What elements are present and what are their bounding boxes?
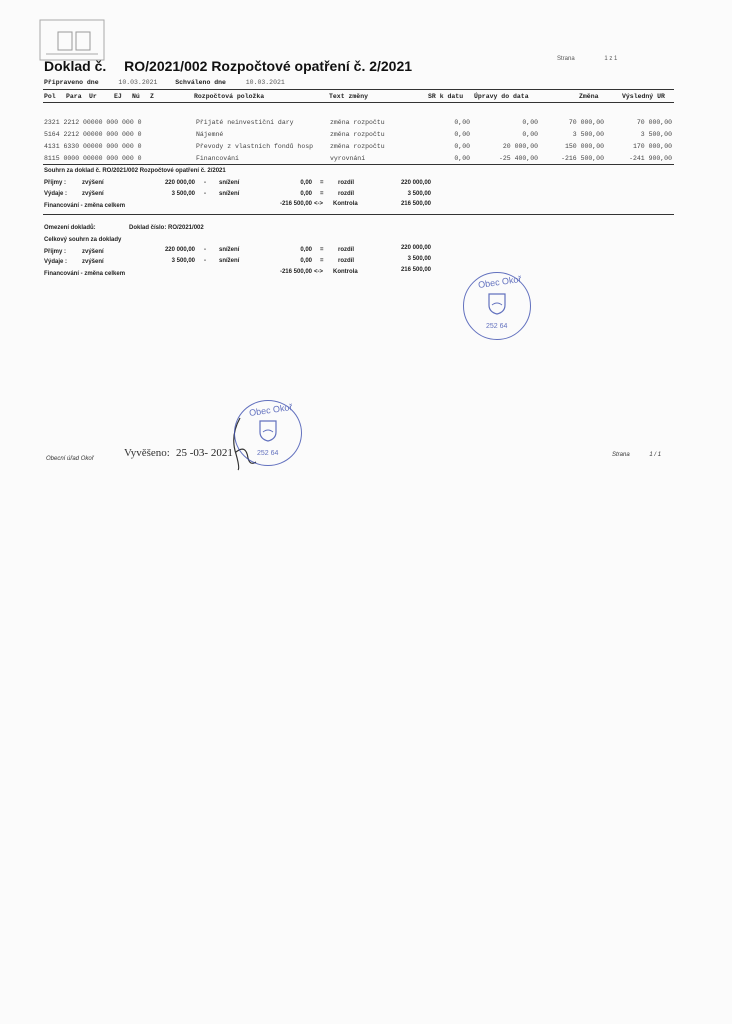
col-text: Text změny — [329, 93, 369, 100]
row-vysl: 170 000,00 — [632, 143, 672, 150]
page-title — [44, 58, 412, 74]
row-sr: 0,00 — [454, 143, 470, 150]
row-upr: -25 400,00 — [498, 155, 538, 162]
row-text: vyrovnání — [330, 155, 366, 162]
col-vysl: Výsledný UR — [622, 93, 665, 100]
row-item: Přijaté neinvestiční dary — [196, 119, 294, 126]
zvyseni-label: zvýšení — [82, 249, 104, 255]
zvyseni-label: zvýšení — [82, 180, 104, 186]
row-code: 8115 0000 00000 000 000 0 — [44, 155, 142, 162]
page-value: 1 / 1 — [649, 452, 662, 458]
financovani-value: -216 500,00 — [279, 201, 312, 207]
row-code: 5164 2212 00000 000 000 0 — [44, 131, 142, 138]
row-item: Převody z vlastních fondů hosp — [196, 143, 314, 150]
row-text: změna rozpočtu — [330, 131, 385, 138]
col-upr: Úpravy do data — [474, 93, 529, 100]
equals: = — [320, 258, 324, 264]
financovani-label: Financování - změna celkem — [44, 203, 126, 209]
row-vysl: -241 900,00 — [629, 155, 672, 162]
financovani-label: Financování - změna celkem — [44, 271, 126, 277]
stamp-code: 252 64 — [486, 323, 508, 330]
rozdil-label: rozdíl — [338, 247, 354, 253]
stamp-code: 252 64 — [257, 450, 279, 457]
arrow: <-> — [314, 201, 324, 207]
zvyseni-label: zvýšení — [82, 191, 104, 197]
dash: - — [204, 191, 206, 197]
prepared-date: 10.03.2021 — [118, 79, 158, 86]
coat-of-arms-icon — [488, 293, 506, 320]
row-vysl: 3 500,00 — [640, 131, 672, 138]
dash: - — [204, 180, 206, 186]
row-upr: 0,00 — [522, 131, 538, 138]
office-name: Obecní úřad Okoř — [46, 456, 94, 462]
row-upr: 0,00 — [522, 119, 538, 126]
row-sr: 0,00 — [454, 119, 470, 126]
vydaje-snizeni: 0,00 — [300, 191, 312, 197]
vydaje-zvyseni: 3 500,00 — [171, 191, 195, 197]
page-label: Strana — [557, 56, 575, 62]
zvyseni-label: zvýšení — [82, 259, 104, 265]
page-value: 1 z 1 — [604, 56, 618, 62]
row-code: 4131 6330 00000 000 000 0 — [44, 143, 142, 150]
prijmy-snizeni: 0,00 — [300, 180, 312, 186]
kontrola-value: 216 500,00 — [400, 201, 431, 207]
col-pol: Pol — [44, 93, 56, 100]
page-label: Strana — [612, 452, 630, 458]
divider — [43, 214, 674, 215]
kontrola-label: Kontrola — [333, 269, 358, 275]
prijmy-snizeni: 0,00 — [300, 247, 312, 253]
row-text: změna rozpočtu — [330, 119, 385, 126]
official-stamp-icon — [463, 272, 531, 340]
col-z: Z — [150, 93, 154, 100]
vydaje-rozdil: 3 500,00 — [407, 256, 431, 262]
row-item: Financování — [196, 155, 239, 162]
prijmy-label: Příjmy : — [44, 249, 67, 255]
snizeni-label: snížení — [219, 180, 240, 186]
equals: = — [320, 180, 324, 186]
title-number: RO/2021/002 Rozpočtové opatření č. 2/2021 — [124, 58, 413, 74]
kontrola-value: 216 500,00 — [400, 267, 431, 273]
col-para: Para — [66, 93, 82, 100]
official-stamp-icon — [234, 400, 302, 466]
summary-heading: Souhrn za doklad č. RO/2021/002 Rozpočtové opatření č. 2/2021 — [44, 168, 226, 174]
row-vysl: 70 000,00 — [636, 119, 672, 126]
vydaje-rozdil: 3 500,00 — [407, 191, 431, 197]
row-zmena: 150 000,00 — [564, 143, 604, 150]
divider — [43, 164, 674, 165]
rozdil-label: rozdíl — [338, 258, 354, 264]
posted-date: 25 -03- 2021 — [176, 447, 233, 459]
arrow: <-> — [314, 269, 324, 275]
col-sr: SR k datu — [428, 93, 464, 100]
rozdil-label: rozdíl — [338, 180, 354, 186]
dash: - — [204, 258, 206, 264]
coat-of-arms-icon — [259, 420, 277, 447]
prijmy-label: Příjmy : — [44, 180, 67, 186]
approved-label: Schváleno dne — [175, 79, 226, 86]
snizeni-label: snížení — [219, 247, 240, 253]
prepared-label: Připraveno dne — [44, 79, 99, 86]
doklad-cislo: Doklad číslo: RO/2021/002 — [129, 225, 204, 231]
vydaje-zvyseni: 3 500,00 — [171, 258, 195, 264]
stamp-text: Obec Okoř — [248, 402, 293, 418]
snizeni-label: snížení — [219, 191, 240, 197]
vydaje-label: Výdaje : — [44, 191, 68, 197]
dash: - — [204, 247, 206, 253]
col-item: Rozpočtová položka — [194, 93, 265, 100]
row-sr: 0,00 — [454, 155, 470, 162]
col-ur: Ur — [89, 93, 97, 100]
vydaje-snizeni: 0,00 — [300, 258, 312, 264]
divider — [43, 102, 674, 103]
prijmy-rozdil: 220 000,00 — [400, 245, 431, 251]
equals: = — [320, 247, 324, 253]
page-indicator-top — [557, 56, 617, 62]
summary-heading: Celkový souhrn za doklady — [44, 237, 122, 243]
approved-date: 10.03.2021 — [245, 79, 285, 86]
stamp-text: Obec Okoř — [477, 274, 522, 290]
row-text: změna rozpočtu — [330, 143, 385, 150]
col-ej: EJ — [114, 93, 122, 100]
row-zmena: 3 500,00 — [572, 131, 604, 138]
prijmy-rozdil: 220 000,00 — [400, 180, 431, 186]
title-label: Doklad č. — [44, 58, 107, 74]
vydaje-label: Výdaje : — [44, 259, 68, 265]
equals: = — [320, 191, 324, 197]
row-code: 2321 2212 00000 000 000 0 — [44, 119, 142, 126]
col-nu: Nú — [132, 93, 140, 100]
document-dates — [44, 79, 301, 86]
divider — [43, 89, 674, 90]
row-item: Nájemné — [196, 131, 224, 138]
posted-label: Vyvěšeno: — [124, 447, 170, 459]
prijmy-zvyseni: 220 000,00 — [164, 247, 195, 253]
row-zmena: 70 000,00 — [568, 119, 604, 126]
row-sr: 0,00 — [454, 131, 470, 138]
prijmy-zvyseni: 220 000,00 — [164, 180, 195, 186]
kontrola-label: Kontrola — [333, 201, 358, 207]
rozdil-label: rozdíl — [338, 191, 354, 197]
row-zmena: -216 500,00 — [561, 155, 604, 162]
page-indicator-bottom — [612, 452, 661, 458]
col-zmena: Změna — [579, 93, 599, 100]
financovani-value: -216 500,00 — [279, 269, 312, 275]
snizeni-label: snížení — [219, 258, 240, 264]
omezeni-label: Omezení dokladů: — [44, 225, 96, 231]
row-upr: 20 000,00 — [502, 143, 538, 150]
municipal-logo-icon — [36, 14, 108, 64]
